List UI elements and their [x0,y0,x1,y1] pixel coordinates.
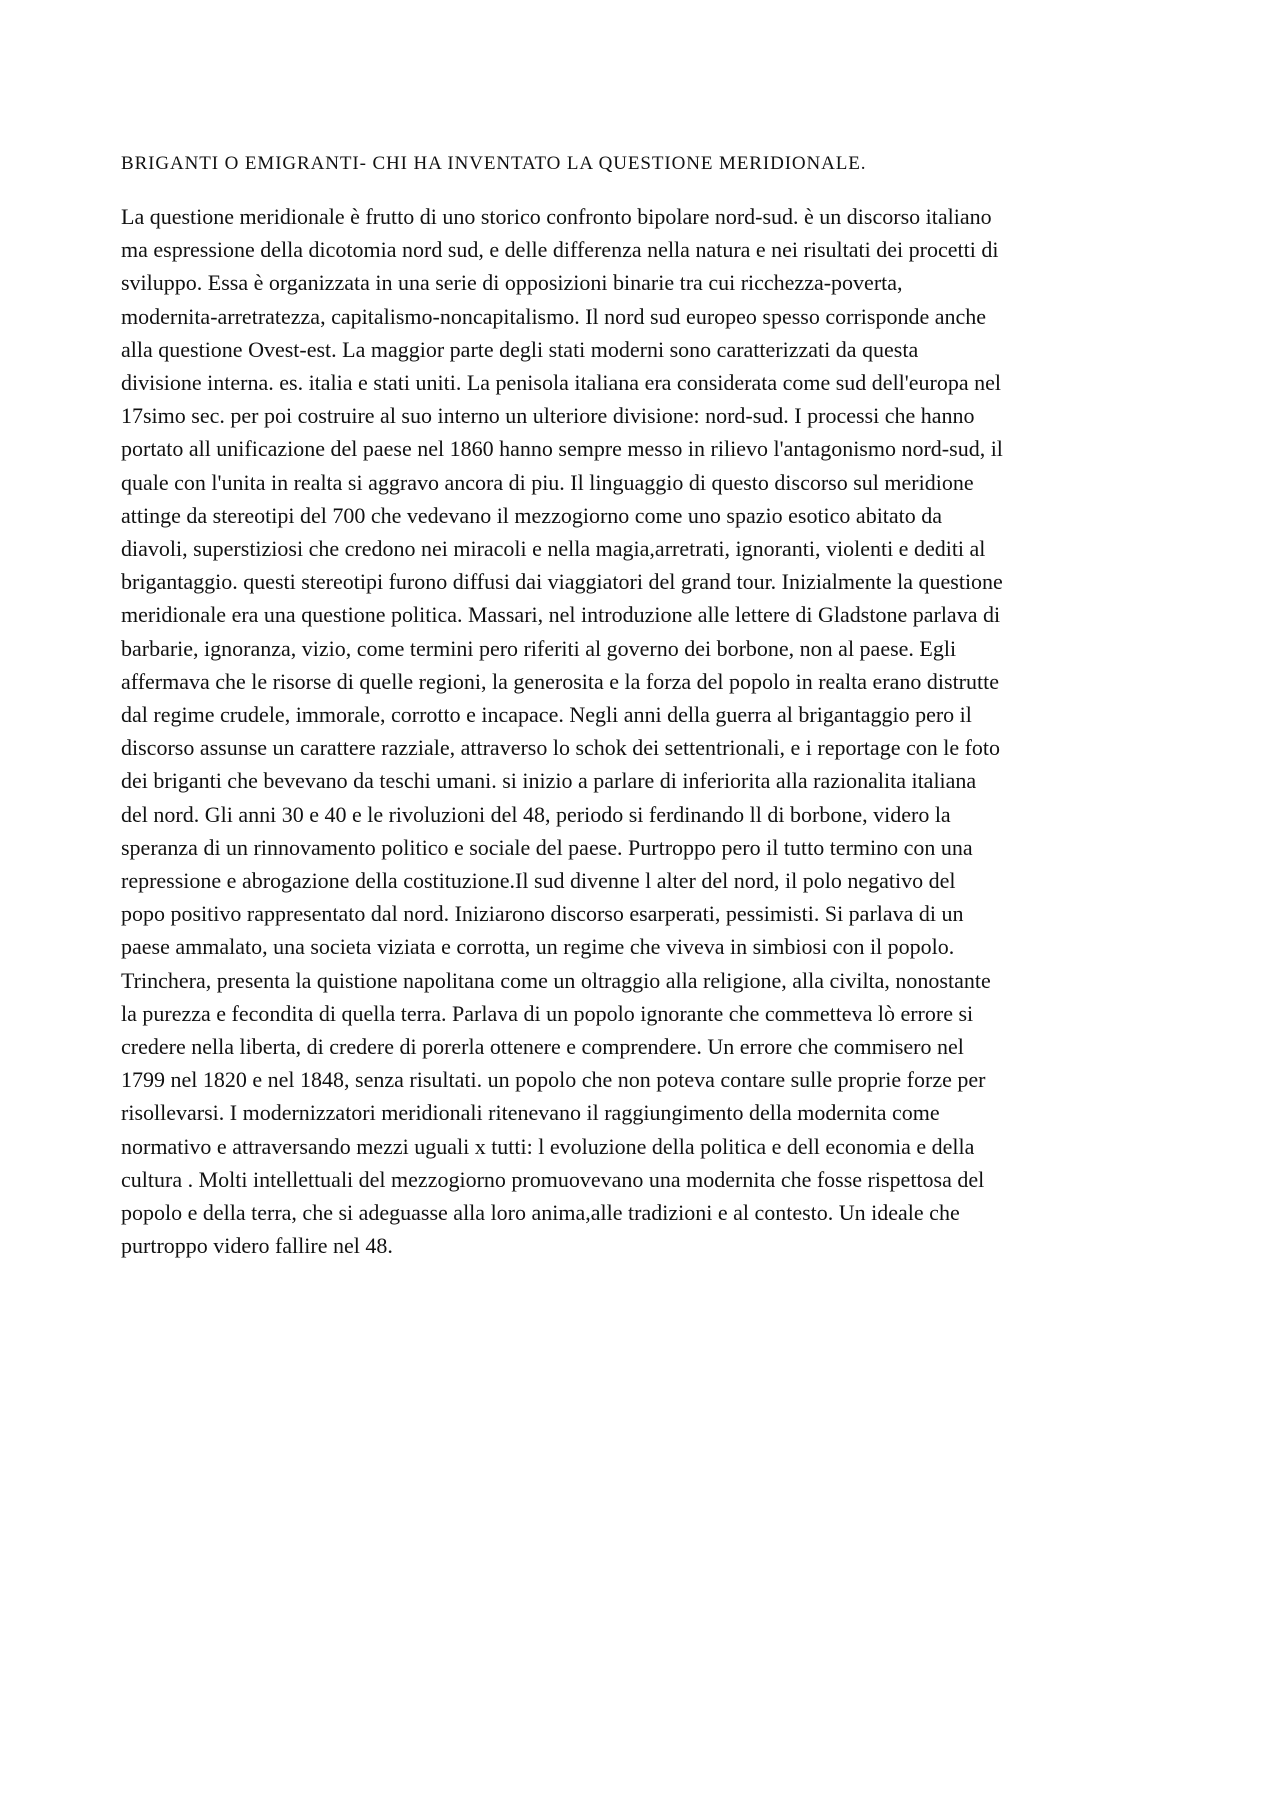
body-line: quale con l'unita in realta si aggravo ancora di piu. Il linguaggio di questo discorso sul meridione [121,469,974,495]
body-line: dal regime crudele, immorale, corrotto e incapace. Negli anni della guerra al brigantaggio pero il [121,702,972,728]
body-line: affermava che le risorse di quelle regioni, la generosita e la forza del popolo in realta erano distrutte [121,668,1000,694]
body-line: 17simo sec. per poi costruire al suo interno un ulteriore divisione: nord-sud. I processi che hanno [121,403,975,429]
body-line: cultura . Molti intellettuali del mezzogiorno promuovevano una modernita che fosse rispettosa del [121,1166,985,1192]
body-line: risollevarsi. I modernizzatori meridionali ritenevano il raggiungimento della modernita come [121,1100,940,1126]
body-line: La questione meridionale è frutto di uno storico confronto bipolare nord-sud. è un discorso italiano [121,204,992,229]
body-line: barbarie, ignoranza, vizio, come termini pero riferiti al governo dei borbone, non al paese. Egli [121,635,957,661]
body-line: popolo e della terra, che si adeguasse alla loro anima,alle tradizioni e al contesto. Un ideale che [121,1200,960,1226]
body-line: diavoli, superstiziosi che credono nei miracoli e nella magia,arretrati, ignoranti, violenti e dediti al [121,536,986,562]
body-line: credere nella liberta, di credere di porerla ottenere e comprendere. Un errore che commisero nel [121,1034,964,1060]
body-line: sviluppo. Essa è organizzata in una serie di opposizioni binarie tra cui ricchezza-poverta, [121,270,903,296]
body-line: dei briganti che bevevano da teschi umani. si inizio a parlare di inferiorita alla razionalita italiana [121,768,977,794]
body-line: normativo e attraversando mezzi uguali x tutti: l evoluzione della politica e dell economia e della [121,1133,975,1159]
body-line: discorso assunse un carattere razziale, attraverso lo schok dei settentrionali, e i reportage con le foto [121,735,1001,761]
body-line: meridionale era una questione politica. Massari, nel introduzione alle lettere di Gladstone parlava di [121,602,1001,628]
body-line: purtroppo videro fallire nel 48. [121,1233,393,1259]
body-line: speranza di un rinnovamento politico e sociale del paese. Purtroppo pero il tutto termino con una [121,834,973,860]
body-line: modernita-arretratezza, capitalismo-noncapitalismo. Il nord sud europeo spesso corrisponde anche [121,303,987,329]
body-line: portato all unificazione del paese nel 1860 hanno sempre messo in rilievo l'antagonismo nord-sud, il [121,436,1003,462]
body-line: la purezza e fecondita di quella terra. Parlava di un popolo ignorante che commetteva lò errore si [121,1000,974,1026]
body-line: brigantaggio. questi stereotipi furono diffusi dai viaggiatori del grand tour. Inizialmente la questione [121,569,1003,595]
body-line: alla questione Ovest-est. La maggior parte degli stati moderni sono caratterizzati da questa [121,336,919,362]
document-body [121,200,1171,1263]
body-line: divisione interna. es. italia e stati uniti. La penisola italiana era considerata come sud dell'europa nel [121,370,1001,396]
body-line: repressione e abrogazione della costituzione.Il sud divenne l alter del nord, il polo negativo del [121,868,956,894]
body-line: 1799 nel 1820 e nel 1848, senza risultati. un popolo che non poteva contare sulle proprie forze per [121,1067,986,1093]
body-line: popo positivo rappresentato dal nord. Iniziarono discorso esarperati, pessimisti. Si parlava di un [121,901,964,927]
body-line: ma espressione della dicotomia nord sud, e delle differenza nella natura e nei risultati dei procetti di [121,237,999,263]
body-line: Trinchera, presenta la quistione napolitana come un oltraggio alla religione, alla civilta, nonostante [121,967,991,993]
body-line: del nord. Gli anni 30 e 40 e le rivoluzioni del 48, periodo si ferdinando ll di borbone, videro la [121,801,951,827]
body-line: attinge da stereotipi del 700 che vedevano il mezzogiorno come uno spazio esotico abitato da [121,502,943,528]
document-title: BRIGANTI O EMIGRANTI- CHI HA INVENTATO LA QUESTIONE MERIDIONALE. [121,153,867,174]
body-line: paese ammalato, una societa viziata e corrotta, un regime che viveva in simbiosi con il popolo. [121,934,955,960]
